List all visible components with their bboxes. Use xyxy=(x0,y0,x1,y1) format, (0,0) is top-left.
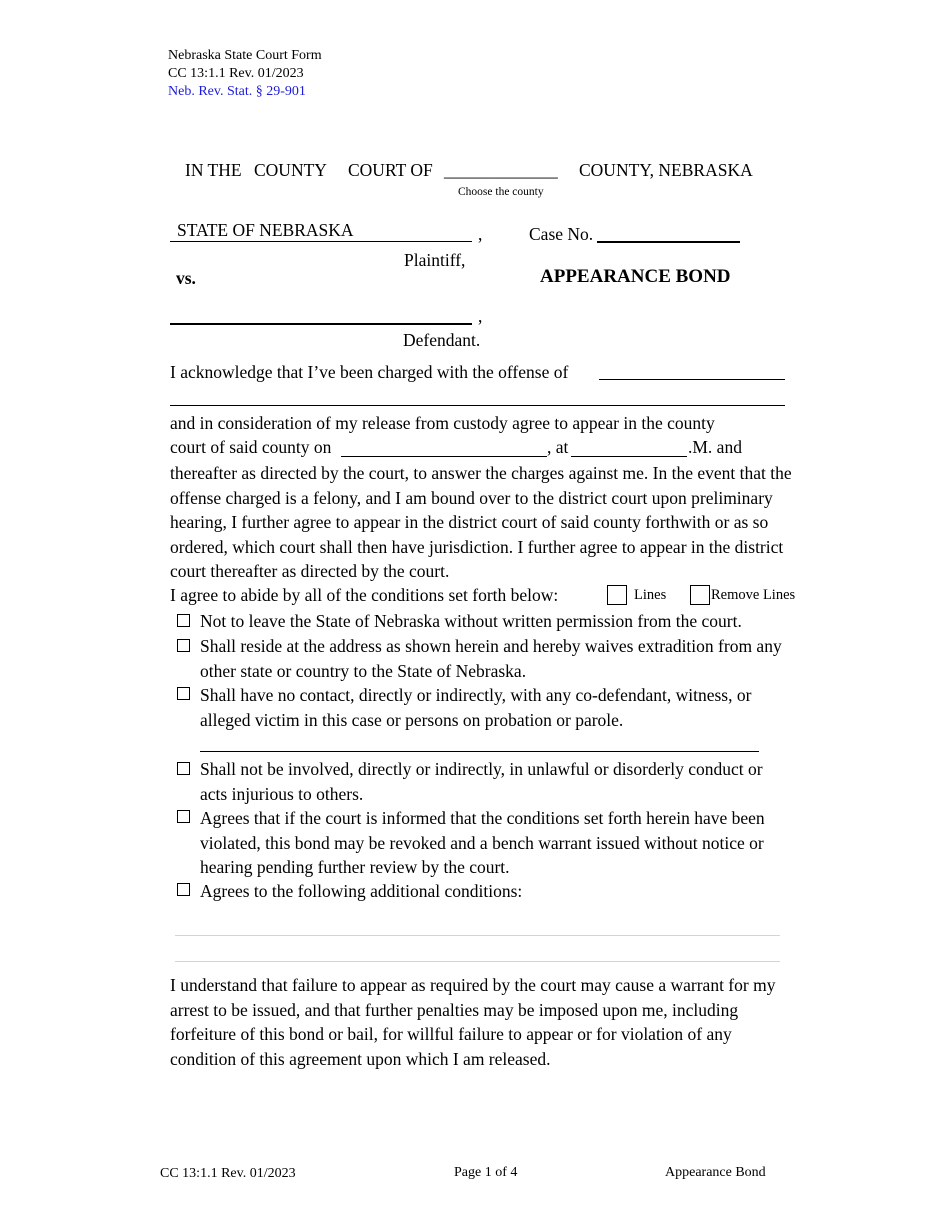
offense-acknowledge-text: I acknowledge that I’ve been charged with the offense of xyxy=(170,362,569,382)
abide-text: I agree to abide by all of the conditions set forth below: xyxy=(170,585,559,605)
footer-page-number: Page 1 of 4 xyxy=(454,1165,518,1180)
form-header-revision: CC 13:1.1 Rev. 01/2023 xyxy=(168,66,304,81)
condition-4-text: Shall not be involved, directly or indirectly, in unlawful or disorderly conduct or acts injurious to others. xyxy=(200,759,763,804)
appearance-date-field[interactable] xyxy=(341,456,547,457)
lines-label: Lines xyxy=(634,587,667,603)
defendant-label: Defendant. xyxy=(403,330,481,350)
condition-5-checkbox[interactable] xyxy=(177,810,190,823)
footer-form-id: CC 13:1.1 Rev. 01/2023 xyxy=(160,1166,296,1181)
release-paragraph: thereafter as directed by the court, to answer the charges against me. In the event that the offense charged is a felony, and I am bound over to the district court upon preliminary hearing, I further agree to appear in the district court of said county forthwith or as so ordered, which court shall then have jurisdiction. I further agree to appear in the district court thereafter as directed by the court. xyxy=(170,463,792,581)
footer-title: Appearance Bond xyxy=(665,1165,766,1180)
lines-checkbox[interactable] xyxy=(607,585,627,605)
condition-3-checkbox[interactable] xyxy=(177,687,190,700)
form-header-title: Nebraska State Court Form xyxy=(168,48,322,63)
appearance-time-field[interactable] xyxy=(571,456,687,457)
condition-1-text: Not to leave the State of Nebraska without written permission from the court. xyxy=(200,611,742,631)
condition-6-checkbox[interactable] xyxy=(177,883,190,896)
condition-6-text: Agrees to the following additional conditions: xyxy=(200,881,523,901)
statute-link[interactable]: Neb. Rev. Stat. § 29-901 xyxy=(168,84,306,99)
county-suffix: COUNTY, NEBRASKA xyxy=(579,160,753,180)
plaintiff-name-field[interactable] xyxy=(170,220,472,242)
remove-lines-checkbox[interactable] xyxy=(690,585,710,605)
condition-3-text: Shall have no contact, directly or indirectly, with any co-defendant, witness, or alleged victim in this case or persons on probation or parole. xyxy=(200,685,752,730)
court-of-label: COURT OF xyxy=(348,160,433,180)
additional-conditions-field-1[interactable] xyxy=(175,935,780,936)
plaintiff-label: Plaintiff, xyxy=(404,250,466,270)
defendant-name-field[interactable] xyxy=(170,323,472,325)
plaintiff-name: STATE OF NEBRASKA xyxy=(177,220,354,240)
county-hint: Choose the county xyxy=(458,186,544,198)
condition-4-checkbox[interactable] xyxy=(177,762,190,775)
offense-field[interactable] xyxy=(599,379,785,380)
case-number-label: Case No. xyxy=(529,224,594,244)
condition-3-detail-field[interactable] xyxy=(200,751,759,752)
document-title: APPEARANCE BOND xyxy=(540,266,731,287)
vs-label: vs. xyxy=(176,268,196,288)
condition-2-checkbox[interactable] xyxy=(177,639,190,652)
condition-2-text: Shall reside at the address as shown herein and hereby waives extradition from any other state or country to the State of Nebraska. xyxy=(200,636,782,681)
county-select[interactable]: _____________ xyxy=(444,160,558,180)
defendant-comma: , xyxy=(478,306,483,326)
remove-lines-label: Remove Lines xyxy=(711,587,796,603)
court-type-select[interactable]: COUNTY xyxy=(254,160,327,180)
condition-1-checkbox[interactable] xyxy=(177,614,190,627)
court-on-text: court of said county on xyxy=(170,437,332,457)
condition-5-text: Agrees that if the court is informed that the conditions set forth herein have been violated, this bond may be revoked and a bench warrant issued without notice or hearing pending further review by the court. xyxy=(200,808,765,877)
case-number-field[interactable] xyxy=(597,241,740,243)
understand-paragraph: I understand that failure to appear as required by the court may cause a warrant for my arrest to be issued, and that further penalties may be imposed upon me, including forfeiture of this bond or bail, for willful failure to appear or for violation of any condition of this agreement upon which I am released. xyxy=(170,975,776,1069)
additional-conditions-field-2[interactable] xyxy=(175,961,780,962)
court-in-the: IN THE xyxy=(185,160,242,180)
am-pm-text: .M. and xyxy=(688,437,742,457)
plaintiff-comma: , xyxy=(478,224,483,244)
at-text: , at xyxy=(547,437,569,457)
consideration-text: and in consideration of my release from custody agree to appear in the county xyxy=(170,413,715,433)
offense-field-line2[interactable] xyxy=(170,405,785,406)
